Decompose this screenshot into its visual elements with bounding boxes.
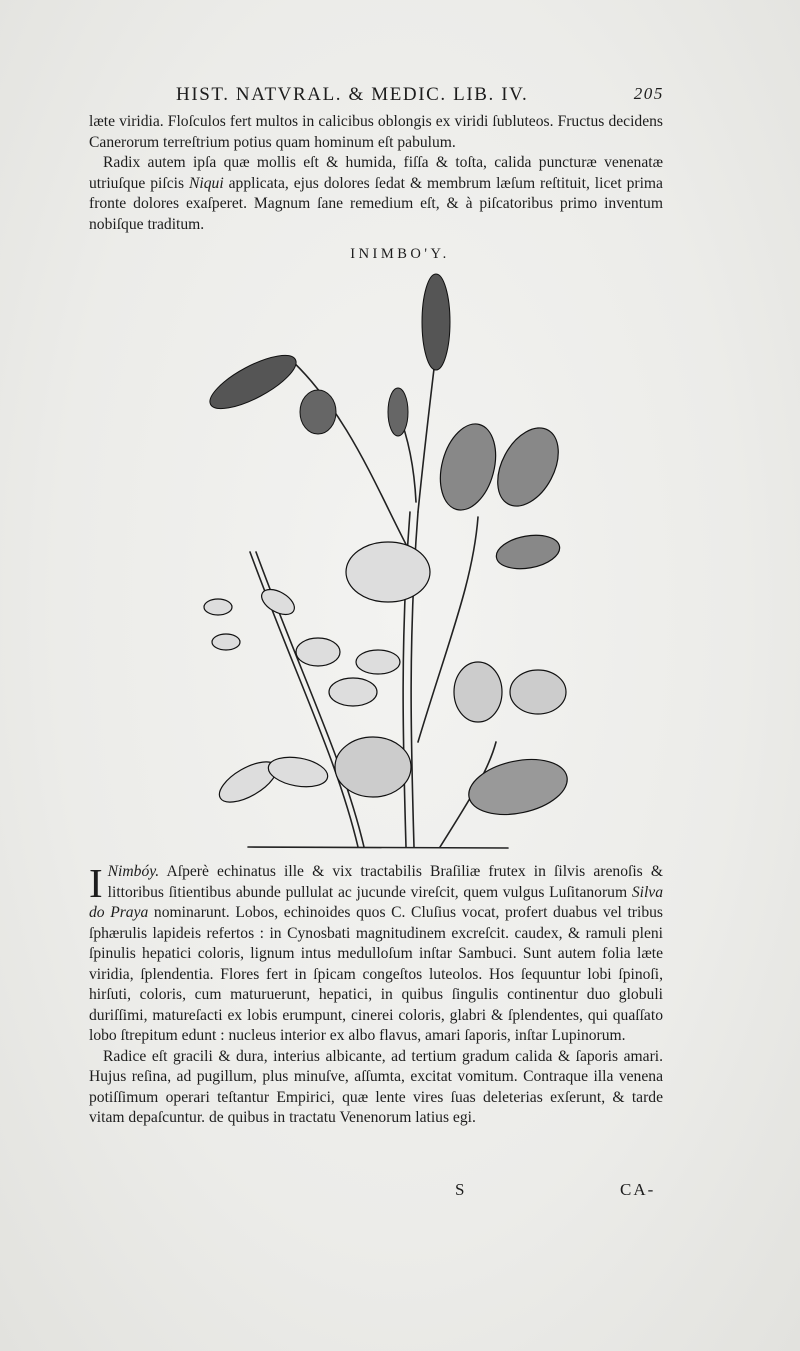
- paragraph: læte viridia. Floſculos fert multos in calicibus oblongis ex viridi ſubluteos. Fructus decidens Canerorum terreſtrium potius quam hominum eſt pabulum.: [89, 113, 663, 151]
- paragraph: Radice eſt gracili & dura, interius albicante, ad tertium gradum calida & ſaporis amari. Hujus reſina, ad pugillum, plus minuſve, aſſumta, excitat vomitum. Contraque illa venena potiſſimum operari teſtantur Empirici, quæ lente vires ſuas deleterias exſerunt, & tarde vitam depaſcuntur. de quibus in tractatu Venenorum latius egi.: [89, 1047, 663, 1126]
- top-text-block: [89, 112, 663, 235]
- plant-woodcut-illustration: [178, 262, 598, 852]
- paragraph: [89, 153, 663, 235]
- text-run: nominarunt. Lobos, echinoides quos C. Cluſius vocat, profert duabus vel tribus ſphærulis lapideis refertos : in Cynosbati magnitudinem excreſcit. caudex, & ramuli pleni ſpinulis hepatici coloris, lignum intus medulloſum inſtar Sambuci. Sunt autem folia læte viridia, ſplendentia. Flores fert in ſpicam congeſtos luteolos. Hos ſequuntur lobi ſpinoſi, hirſuti, coloris, cum maturuerunt, hepatici, in quibus ſingulis continentur duo globuli duriſſimi, matureſacti ex lobis erumpunt, cinerei coloris, glabri & ſplendentes, qui quaſſato lobo ſtrepitum edunt : nucleus interior ex albo flavus, amari ſaporis, inſtar Lupinorum.: [89, 904, 663, 1044]
- page-number: 205: [633, 84, 664, 103]
- body-text-block: [89, 862, 663, 1129]
- text-run: applicata, ejus dolores ſedat & membrum læſum reſtituit, licet prima fronte dolores exaſperet. Magnum ſane remedium eſt, & à piſcatoribus primo inventum nobiſque traditum.: [89, 174, 663, 233]
- italic-term: Niqui: [189, 174, 224, 192]
- page-header: [176, 84, 664, 110]
- text-run: Radix autem ipſa quæ mollis eſt & humida, fiſſa & toſta, calida puncturæ venenatæ utriuſque piſcis: [89, 154, 663, 192]
- catchword: CA-: [620, 1180, 656, 1199]
- plant-name: Nimbóy.: [107, 863, 160, 880]
- signature-mark: S: [455, 1180, 465, 1199]
- running-title: HIST. NATVRAL. & MEDIC. LIB. IV.: [176, 84, 529, 105]
- section-title: INIMBO'Y.: [350, 246, 450, 262]
- text-run: Aſperè echinatus ille & vix tractabilis Braſiliæ frutex in ſilvis arenoſis & littoribus ſitientibus abunde pullulat ac jucunde vireſcit, quem vulgus Luſitanorum: [107, 863, 663, 901]
- paragraph: [89, 862, 663, 1047]
- italic-term: Silva do Praya: [89, 883, 663, 921]
- drop-cap: I: [89, 860, 103, 906]
